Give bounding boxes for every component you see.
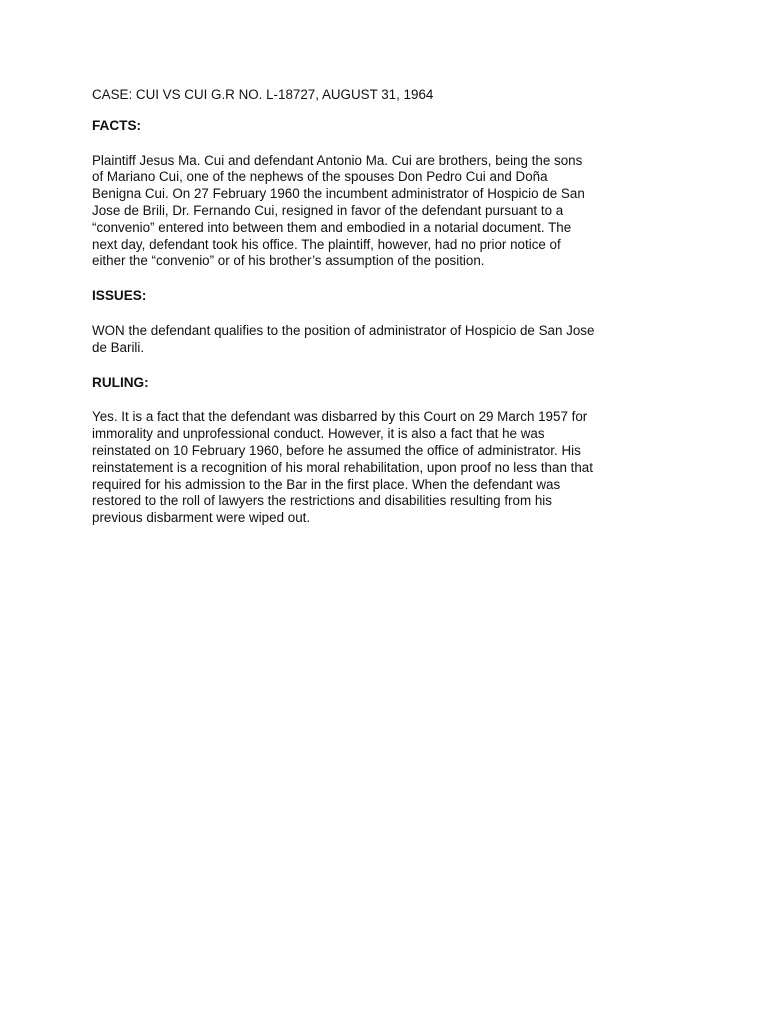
- facts-paragraph: Plaintiff Jesus Ma. Cui and defendant Antonio Ma. Cui are brothers, being the sons of Mariano Cui, one of the nephews of the spouses Don Pedro Cui and Doña Benigna Cui. On 27 February 1960 the incumbent administrator of Hospicio de San Jose de Brili, Dr. Fernando Cui, resigned in favor of the defendant pursuant to a “convenio” entered into between them and embodied in a notarial document. The next day, defendant took his office. The plaintiff, however, had no prior notice of either the “convenio” or of his brother’s assumption of the position.: [92, 152, 585, 269]
- ruling-heading: RULING:: [92, 374, 149, 390]
- document-body: [92, 87, 682, 545]
- facts-heading: FACTS:: [92, 117, 142, 133]
- issues-heading: ISSUES:: [92, 288, 147, 304]
- ruling-paragraph: Yes. It is a fact that the defendant was disbarred by this Court on 29 March 1957 for immorality and unprofessional conduct. However, it is also a fact that he was reinstated on 10 February 1960, before he assumed the office of administrator. His reinstatement is a recognition of his moral rehabilitation, upon proof no less than that required for his admission to the Bar in the first place. When the defendant was restored to the roll of lawyers the restrictions and disabilities resulting from his previous disbarment were wiped out.: [92, 409, 593, 526]
- issues-paragraph: WON the defendant qualifies to the position of administrator of Hospicio de San Jose de Barili.: [92, 322, 595, 355]
- case-title: CASE: CUI VS CUI G.R NO. L-18727, AUGUST 31, 1964: [92, 87, 434, 102]
